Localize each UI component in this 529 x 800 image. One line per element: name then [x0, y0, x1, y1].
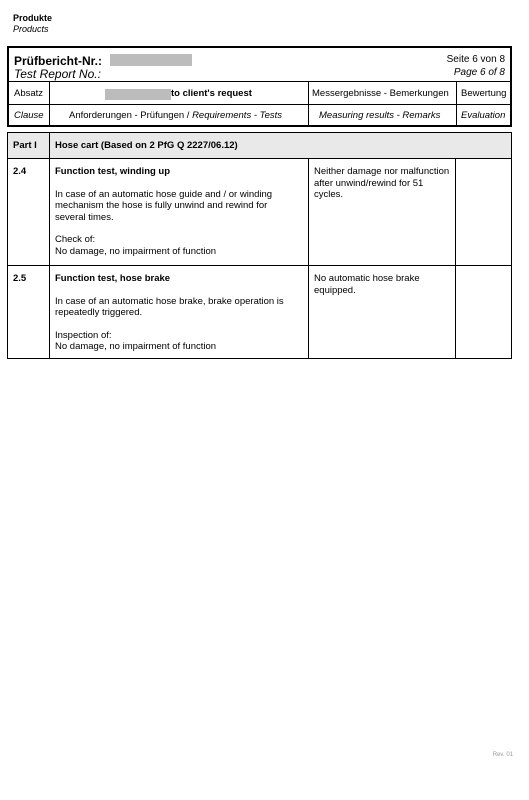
- col-clause-en: Clause: [14, 110, 44, 121]
- requirement-description: In case of an automatic hose brake, brake operation is repeatedly triggered.: [55, 295, 284, 318]
- measuring-result: No automatic hose brake equipped.: [314, 273, 420, 296]
- col-results-en: Measuring results - Remarks: [319, 110, 441, 121]
- col-requirements-en: Requirements - Tests: [192, 110, 282, 121]
- col-results-de: Messergebnisse - Bemerkungen: [312, 88, 449, 99]
- category-de: Produkte: [13, 13, 53, 23]
- requirement-text: [55, 166, 300, 257]
- document-category: [13, 13, 52, 35]
- part-number: Part I: [13, 140, 37, 151]
- check-text: No damage, no impairment of function: [55, 245, 217, 257]
- page-indicator-en: Page 6 of 8: [453, 67, 505, 78]
- col-requirements-de: Anforderungen - Prüfungen /: [69, 110, 193, 121]
- redacted-client: [105, 89, 171, 100]
- part-heading-row: [8, 133, 511, 159]
- requirement-description: In case of an automatic hose guide and / or winding mechanism the hose is fully unwind and rewind for several times.: [55, 188, 273, 223]
- measuring-result: Neither damage nor malfunction after unwind/rewind for 51 cycles.: [314, 166, 450, 200]
- test-results-table: [7, 132, 512, 359]
- clause-number: 2.4: [13, 166, 27, 177]
- column-header-grid: [9, 82, 510, 125]
- check-label: Inspection of:: [55, 329, 112, 341]
- report-number-label-de: Prüfbericht-Nr.:: [14, 54, 103, 68]
- clause-number: 2.5: [13, 273, 27, 284]
- requirement-text: [55, 273, 300, 353]
- requirement-check: [55, 234, 300, 257]
- report-number-label-en: Test Report No.:: [14, 67, 101, 81]
- redacted-report-number: [110, 54, 192, 66]
- revision-label: Rev. 01: [492, 752, 513, 758]
- header-title-row: [9, 48, 510, 82]
- part-title: Hose cart (Based on 2 PfG Q 2227/06.12): [55, 140, 238, 151]
- requirement-title: Function test, winding up: [55, 166, 171, 177]
- col-client-request: to client's request: [171, 88, 252, 99]
- table-row: [8, 266, 511, 358]
- col-eval-en: Evaluation: [461, 110, 506, 121]
- col-eval-de: Bewertung: [461, 88, 507, 99]
- col-requirements: [69, 110, 282, 121]
- page-indicator-de: Seite 6 von 8: [446, 54, 505, 65]
- col-clause-de: Absatz: [14, 88, 44, 99]
- check-label: Check of:: [55, 234, 96, 245]
- requirement-title: Function test, hose brake: [55, 273, 171, 284]
- check-text: No damage, no impairment of function: [55, 341, 217, 352]
- table-row: [8, 159, 511, 266]
- requirement-check: [55, 330, 300, 353]
- category-en: Products: [13, 24, 49, 34]
- report-header: [7, 46, 512, 127]
